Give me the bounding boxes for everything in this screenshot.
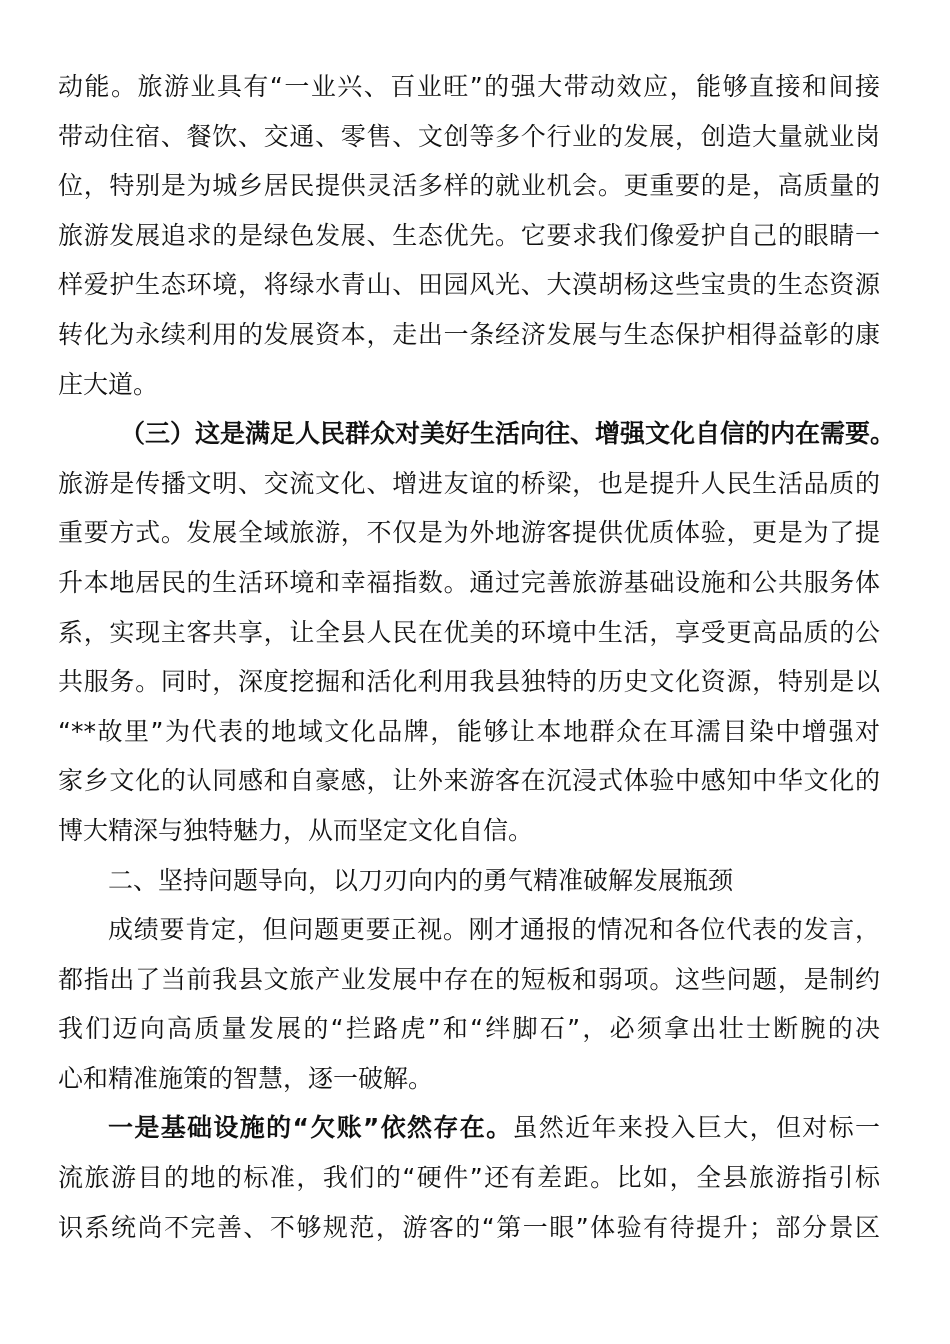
- bold-lead-paragraph: [58, 1103, 880, 1153]
- text-line: 重要方式。发展全域旅游，不仅是为外地游客提供优质体验，更是为了提: [58, 518, 880, 548]
- text-line: 升本地居民的生活环境和幸福指数。通过完善旅游基础设施和公共服务体: [58, 567, 880, 597]
- text-line: 心和精准施策的智慧，逐一破解。: [58, 1063, 434, 1093]
- text-line: 都指出了当前我县文旅产业发展中存在的短板和弱项。这些问题，是制约: [58, 964, 880, 994]
- section-heading: （三）这是满足人民群众对美好生活向往、增强文化自信的内在需要。: [120, 419, 896, 449]
- text-line: 识系统尚不完善、不够规范，游客的“第一眼”体验有待提升；部分景区: [58, 1212, 880, 1242]
- text-line: 转化为永续利用的发展资本，走出一条经济发展与生态保护相得益彰的康: [58, 319, 880, 349]
- bold-lead: 一是基础设施的“欠账”依然存在。: [108, 1113, 513, 1143]
- text-line: 虽然近年来投入巨大，但对标一: [512, 1113, 880, 1143]
- text-line: 样爱护生态环境，将绿水青山、田园风光、大漠胡杨这些宝贵的生态资源: [58, 270, 880, 300]
- text-line: “**故里”为代表的地域文化品牌，能够让本地群众在耳濡目染中增强对: [58, 716, 880, 746]
- document-body: [58, 62, 896, 1252]
- text-line: 动能。旅游业具有“一业兴、百业旺”的强大带动效应，能够直接和间接: [58, 72, 880, 101]
- text-line: 我们迈向高质量发展的“拦路虎”和“绊脚石”，必须拿出壮士断腕的决: [58, 1014, 880, 1044]
- text-line: 庄大道。: [58, 369, 159, 399]
- text-line: 系，实现主客共享，让全县人民在优美的环境中生活，享受更高品质的公: [58, 617, 880, 647]
- text-line: 位，特别是为城乡居民提供灵活多样的就业机会。更重要的是，高质量的: [58, 171, 880, 201]
- text-line: 旅游发展追求的是绿色发展、生态优先。它要求我们像爱护自己的眼睛一: [58, 220, 880, 250]
- text-line: 流旅游目的地的标准，我们的“硬件”还有差距。比如，全县旅游指引标: [58, 1163, 880, 1193]
- text-line: 共服务。同时，深度挖掘和活化利用我县独特的历史文化资源，特别是以: [58, 667, 880, 697]
- text-line: 带动住宿、餐饮、交通、零售、文创等多个行业的发展，创造大量就业岗: [58, 121, 880, 151]
- text-line: 博大精深与独特魅力，从而坚定文化自信。: [58, 815, 534, 845]
- chapter-heading: 二、坚持问题导向，以刀刃向内的勇气精准破解发展瓶颈: [108, 865, 734, 895]
- text-line: 家乡文化的认同感和自豪感，让外来游客在沉浸式体验中感知中华文化的: [58, 766, 880, 796]
- text-line: 成绩要肯定，但问题更要正视。刚才通报的情况和各位代表的发言，: [108, 915, 880, 945]
- text-line: 旅游是传播文明、交流文化、增进友谊的桥梁，也是提升人民生活品质的: [58, 468, 880, 498]
